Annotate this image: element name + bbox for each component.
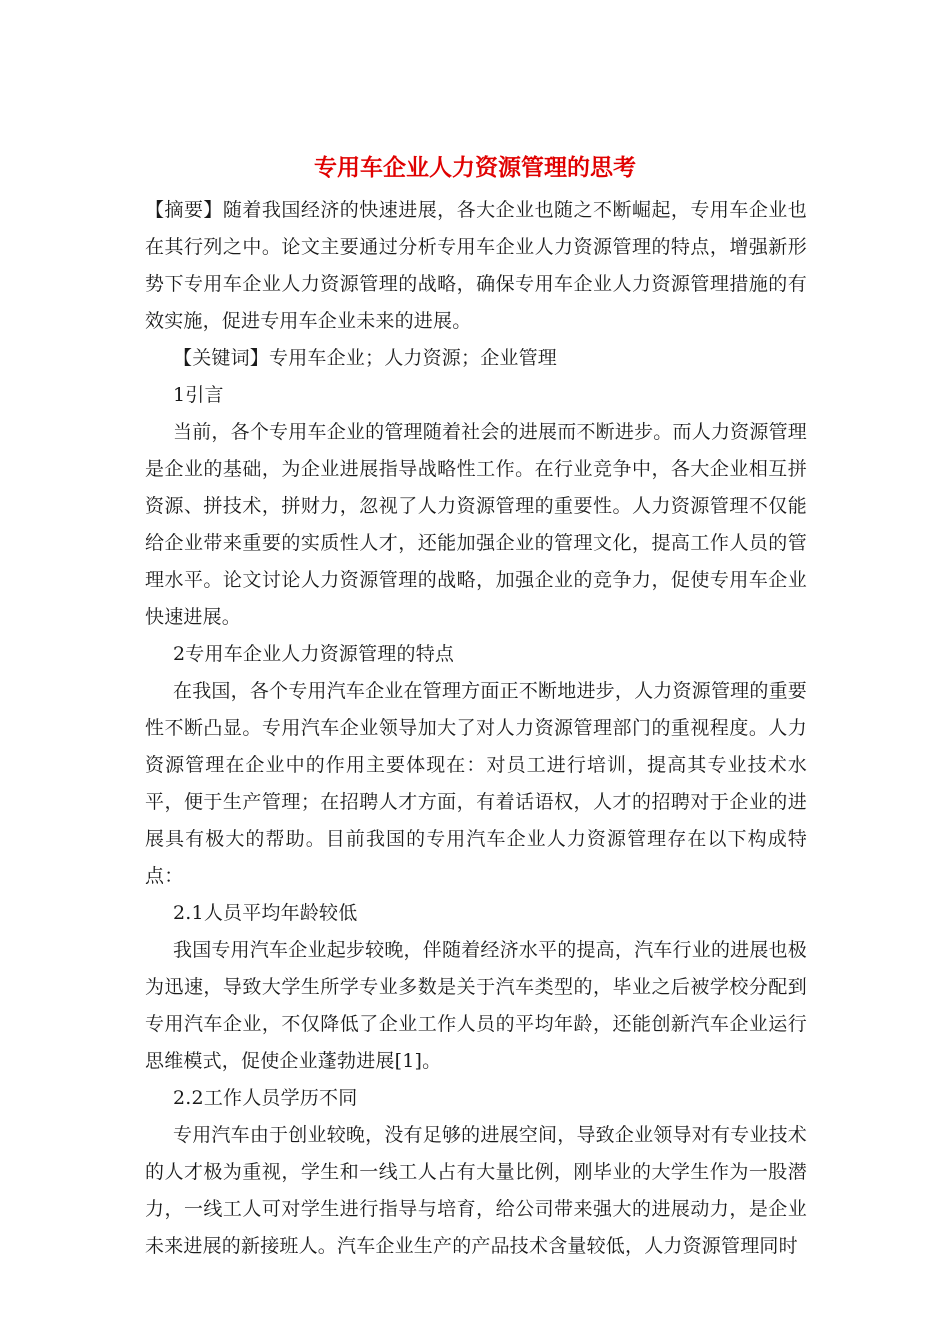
keywords-line: 【关键词】专用车企业；人力资源；企业管理 [173,347,558,369]
subsection-heading: 2.2工作人员学历不同 [173,1087,358,1109]
document-title: 专用车企业人力资源管理的思考 [314,155,636,181]
section-heading: 2专用车企业人力资源管理的特点 [173,643,455,665]
section-paragraph: 我国专用汽车企业起步较晚，伴随着经济水平的提高，汽车行业的进展也极为迅速，导致大学生所学专业多数是关于汽车类型的，毕业之后被学校分配到专用汽车企业，不仅降低了企业工作人员的平均年龄，还能创新汽车企业运行思维模式，促使企业蓬勃进展[1]。 [145,939,807,1072]
section-heading: 1引言 [173,384,224,406]
abstract-paragraph: 【摘要】随着我国经济的快速进展，各大企业也随之不断崛起，专用车企业也在其行列之中。论文主要通过分析专用车企业人力资源管理的特点，增强新形势下专用车企业人力资源管理的战略，确保专用车企业人力资源管理措施的有效实施，促进专用车企业未来的进展。 [145,199,807,332]
section-paragraph: 专用汽车由于创业较晚，没有足够的进展空间，导致企业领导对有专业技术的人才极为重视，学生和一线工人占有大量比例，刚毕业的大学生作为一股潜力，一线工人可对学生进行指导与培育，给公司带来强大的进展动力，是企业未来进展的新接班人。汽车企业生产的产品技术含量较低，人力资源管理同时 [145,1124,807,1257]
subsection-heading: 2.1人员平均年龄较低 [173,902,358,924]
document-body [145,192,807,1265]
section-paragraph: 当前，各个专用车企业的管理随着社会的进展而不断进步。而人力资源管理是企业的基础，为企业进展指导战略性工作。在行业竞争中，各大企业相互拼资源、拼技术，拼财力，忽视了人力资源管理的重要性。人力资源管理不仅能给企业带来重要的实质性人才，还能加强企业的管理文化，提高工作人员的管理水平。论文讨论人力资源管理的战略，加强企业的竞争力，促使专用车企业快速进展。 [145,421,807,628]
section-paragraph: 在我国，各个专用汽车企业在管理方面正不断地进步，人力资源管理的重要性不断凸显。专用汽车企业领导加大了对人力资源管理部门的重视程度。人力资源管理在企业中的作用主要体现在：对员工进行培训，提高其专业技术水平，便于生产管理；在招聘人才方面，有着话语权，人才的招聘对于企业的进展具有极大的帮助。目前我国的专用汽车企业人力资源管理存在以下构成特点： [145,680,807,887]
